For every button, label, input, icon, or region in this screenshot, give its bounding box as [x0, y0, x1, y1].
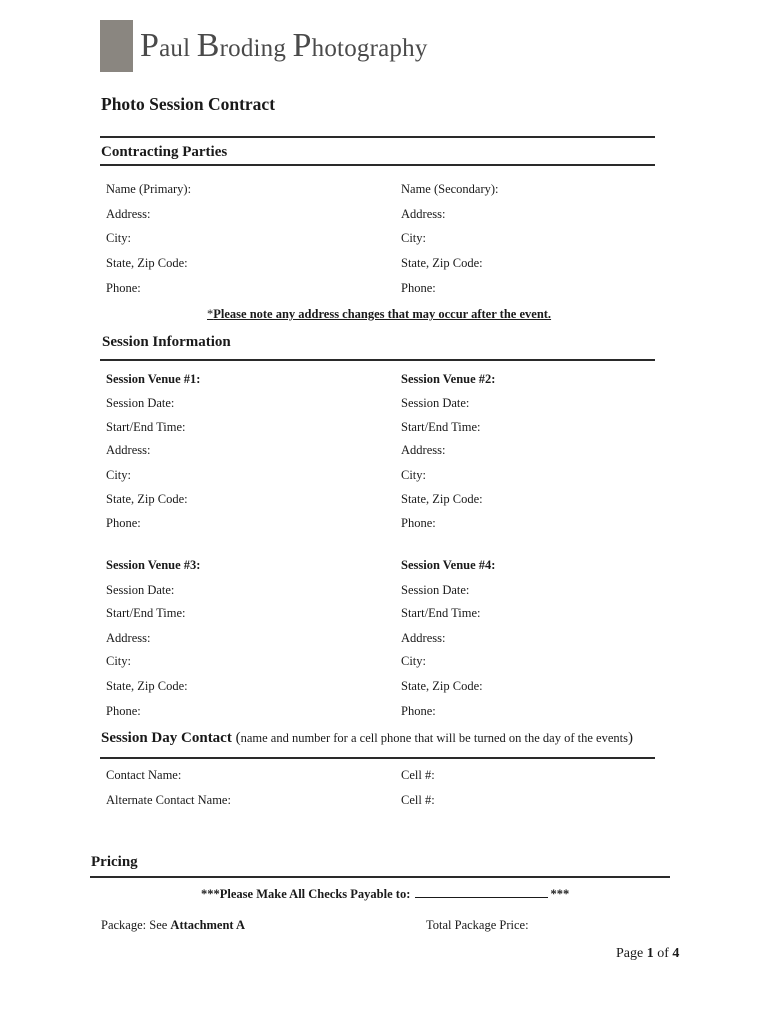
- field-alternate-contact-name: Alternate Contact Name:: [106, 793, 231, 807]
- logo-word: roding: [219, 35, 287, 62]
- page-word: Page: [616, 946, 644, 961]
- field-address: Address:: [401, 631, 446, 645]
- package-line: [101, 918, 245, 933]
- address-change-note: [207, 307, 551, 322]
- field-city: City:: [401, 231, 427, 245]
- paren-close: ): [627, 730, 633, 746]
- field-session-date: Session Date:: [401, 583, 470, 597]
- document-title: Photo Session Contract: [101, 94, 276, 114]
- divider: [100, 136, 655, 138]
- checks-payable-label: ***Please Make All Checks Payable to:: [201, 887, 411, 901]
- field-state-zip: State, Zip Code:: [106, 492, 188, 506]
- venue-3-title: Session Venue #3:: [106, 558, 201, 572]
- divider: [90, 876, 670, 878]
- field-cell: Cell #:: [401, 793, 435, 807]
- package-attachment-ref: Attachment A: [170, 918, 246, 932]
- field-name-secondary: Name (Secondary):: [401, 182, 499, 196]
- field-name-primary: Name (Primary):: [106, 182, 192, 196]
- paren-open: (: [235, 730, 241, 746]
- field-contact-name: Contact Name:: [106, 768, 182, 782]
- divider: [100, 164, 655, 166]
- field-address: Address:: [401, 443, 446, 457]
- field-city: City:: [401, 654, 427, 668]
- package-label: Package: See: [101, 918, 171, 932]
- session-information-heading: Session Information: [102, 334, 231, 350]
- note-text: Please note any address changes that may occur after the event.: [213, 307, 552, 321]
- logo-wordmark: [140, 27, 428, 65]
- total-package-price: Total Package Price:: [426, 918, 529, 932]
- pricing-heading: Pricing: [91, 854, 138, 870]
- logo-word: hotography: [311, 35, 428, 62]
- field-city: City:: [106, 231, 132, 245]
- page-total: 4: [672, 946, 680, 961]
- logo-letter: P: [140, 27, 160, 64]
- field-start-end-time: Start/End Time:: [106, 606, 186, 620]
- field-start-end-time: Start/End Time:: [401, 420, 481, 434]
- field-cell: Cell #:: [401, 768, 435, 782]
- page-current: 1: [646, 946, 654, 961]
- field-start-end-time: Start/End Time:: [106, 420, 186, 434]
- field-address: Address:: [106, 443, 151, 457]
- field-session-date: Session Date:: [106, 583, 175, 597]
- field-phone: Phone:: [106, 281, 141, 295]
- note-asterisk: *: [207, 307, 214, 321]
- session-day-contact-title: Session Day Contact: [101, 730, 232, 746]
- field-state-zip: State, Zip Code:: [106, 256, 188, 270]
- field-city: City:: [401, 468, 427, 482]
- checks-payable-suffix: ***: [550, 887, 570, 901]
- session-day-contact-heading: [101, 730, 633, 747]
- field-phone: Phone:: [401, 516, 436, 530]
- field-phone: Phone:: [401, 281, 436, 295]
- page-of: of: [657, 946, 669, 961]
- divider: [100, 757, 655, 759]
- logo-letter: B: [196, 27, 220, 64]
- field-state-zip: State, Zip Code:: [106, 679, 188, 693]
- field-state-zip: State, Zip Code:: [401, 679, 483, 693]
- field-session-date: Session Date:: [401, 396, 470, 410]
- field-phone: Phone:: [401, 704, 436, 718]
- field-address: Address:: [106, 207, 151, 221]
- page-number: [616, 946, 679, 962]
- field-city: City:: [106, 654, 132, 668]
- logo-mark: [100, 20, 133, 72]
- payee-blank: [415, 885, 548, 898]
- field-start-end-time: Start/End Time:: [401, 606, 481, 620]
- session-day-contact-hint: name and number for a cell phone that will be turned on the day of the events: [240, 731, 628, 745]
- checks-payable-line: [201, 885, 569, 902]
- field-phone: Phone:: [106, 516, 141, 530]
- divider: [100, 359, 655, 361]
- field-session-date: Session Date:: [106, 396, 175, 410]
- field-state-zip: State, Zip Code:: [401, 492, 483, 506]
- field-city: City:: [106, 468, 132, 482]
- field-address: Address:: [106, 631, 151, 645]
- venue-1-title: Session Venue #1:: [106, 372, 201, 386]
- contracting-parties-heading: Contracting Parties: [101, 144, 228, 160]
- logo-word: aul: [159, 35, 191, 62]
- venue-4-title: Session Venue #4:: [401, 558, 496, 572]
- field-phone: Phone:: [106, 704, 141, 718]
- field-state-zip: State, Zip Code:: [401, 256, 483, 270]
- field-address: Address:: [401, 207, 446, 221]
- logo-letter: P: [292, 27, 312, 64]
- venue-2-title: Session Venue #2:: [401, 372, 496, 386]
